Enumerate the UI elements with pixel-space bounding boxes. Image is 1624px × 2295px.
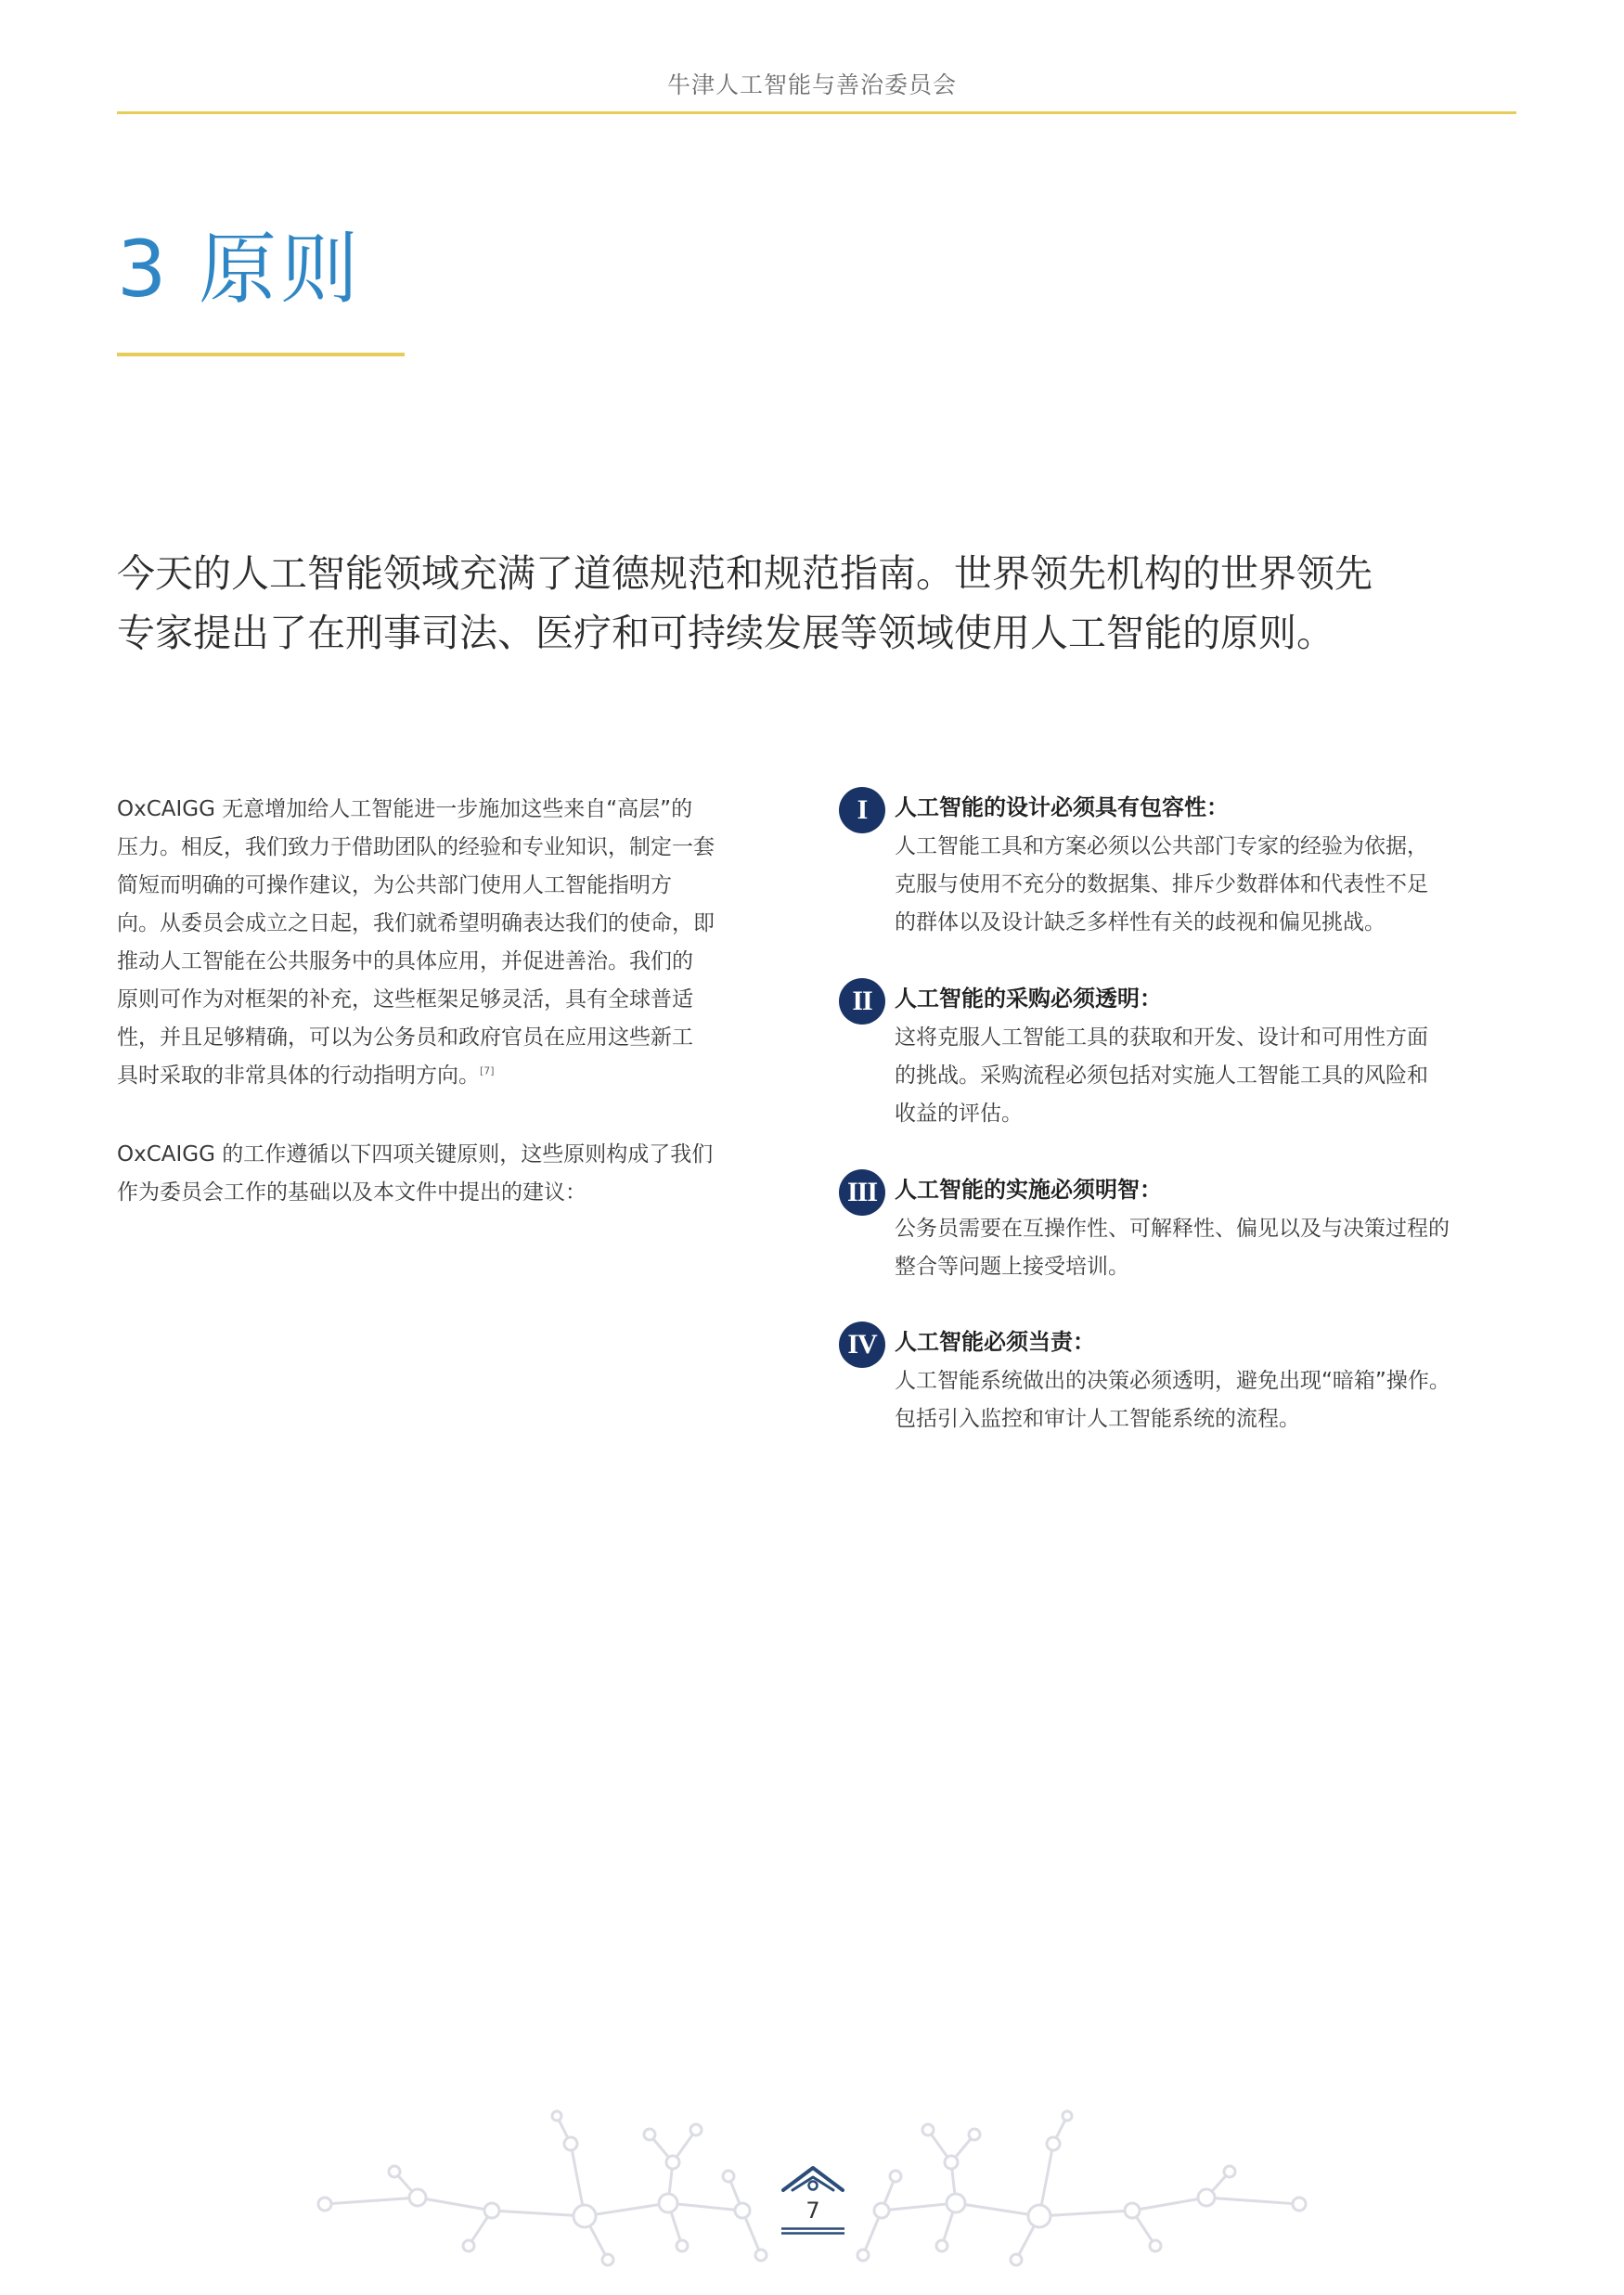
left-column-body — [117, 791, 785, 1212]
principle-title: 人工智能的采购必须透明： — [895, 986, 1162, 1012]
chapter-title-underline — [117, 353, 405, 356]
body-line: 压力。相反，我们致力于借助团队的经验和专业知识，制定一套 — [117, 835, 715, 859]
body-line: 向。从委员会成立之日起，我们就希望明确表达我们的使命，即 — [117, 911, 715, 935]
intro-statement — [117, 544, 1527, 663]
roman-numeral-badge: III — [839, 1169, 885, 1216]
roman-numeral-badge: II — [839, 978, 885, 1025]
body-line: 性，并且足够精确，可以为公务员和政府官员在应用这些新工 — [117, 1025, 693, 1050]
principle-line: 人工智能工具和方案必须以公共部门专家的经验为依据， — [895, 834, 1428, 858]
principle-line: 人工智能系统做出的决策必须透明，避免出现“暗箱”操作。 — [895, 1369, 1450, 1393]
chapter-title: 3 原则 — [117, 224, 363, 315]
principle-line: 这将克服人工智能工具的获取和开发、设计和可用性方面 — [895, 1025, 1428, 1050]
principle-line: 的挑战。采购流程必须包括对实施人工智能工具的风险和 — [895, 1064, 1428, 1088]
roman-numeral-badge: IV — [839, 1322, 885, 1368]
principle-title: 人工智能必须当责： — [895, 1329, 1095, 1355]
principle-line: 包括引入监控和审计人工智能系统的流程。 — [895, 1407, 1300, 1431]
body-line: 原则可作为对框架的补充，这些框架足够灵活，具有全球普适 — [117, 987, 693, 1012]
intro-line: 专家提出了在刑事司法、医疗和可持续发展等领域使用人工智能的原则。 — [117, 611, 1334, 655]
principle-title: 人工智能的实施必须明智： — [895, 1177, 1162, 1203]
principle-line: 公务员需要在互操作性、可解释性、偏见以及与决策过程的 — [895, 1217, 1450, 1241]
body-line: 作为委员会工作的基础以及本文件中提出的建议： — [117, 1180, 586, 1205]
header-divider — [117, 111, 1516, 114]
body-line: 推动人工智能在公共服务中的具体应用，并促进善治。我们的 — [117, 949, 693, 973]
body-line: 简短而明确的可操作建议，为公共部门使用人工智能指明方 — [117, 873, 672, 897]
body-line — [117, 1057, 785, 1095]
principle-line: 的群体以及设计缺乏多样性有关的歧视和偏见挑战。 — [895, 910, 1386, 935]
paragraph-gap — [117, 1095, 785, 1136]
principle-title: 人工智能的设计必须具有包容性： — [895, 794, 1229, 820]
principle-line: 克服与使用不充分的数据集、排斥少数群体和代表性不足 — [895, 872, 1428, 896]
body-line: OxCAIGG 无意增加给人工智能进一步施加这些来自“高层”的 — [117, 797, 693, 821]
running-header: 牛津人工智能与善治委员会 — [666, 71, 957, 98]
roman-numeral-badge: I — [839, 787, 885, 833]
body-line-text: 具时采取的非常具体的行动指明方向。 — [117, 1064, 480, 1088]
principle-body — [895, 1210, 1450, 1286]
principle-line: 整合等问题上接受培训。 — [895, 1255, 1129, 1279]
citation-reference[interactable]: [7] — [480, 1064, 495, 1077]
intro-line: 今天的人工智能领域充满了道德规范和规范指南。世界领先机构的世界领先 — [117, 551, 1373, 596]
page-number: 7 — [806, 2198, 820, 2224]
principle-body — [895, 1362, 1450, 1438]
principle-body — [895, 1019, 1428, 1133]
page-number-rules — [781, 2227, 844, 2235]
body-line: OxCAIGG 的工作遵循以下四项关键原则，这些原则构成了我们 — [117, 1142, 714, 1167]
oxford-roof-logo-icon — [776, 2157, 850, 2198]
principle-body — [895, 828, 1428, 942]
principle-line: 收益的评估。 — [895, 1102, 1023, 1126]
